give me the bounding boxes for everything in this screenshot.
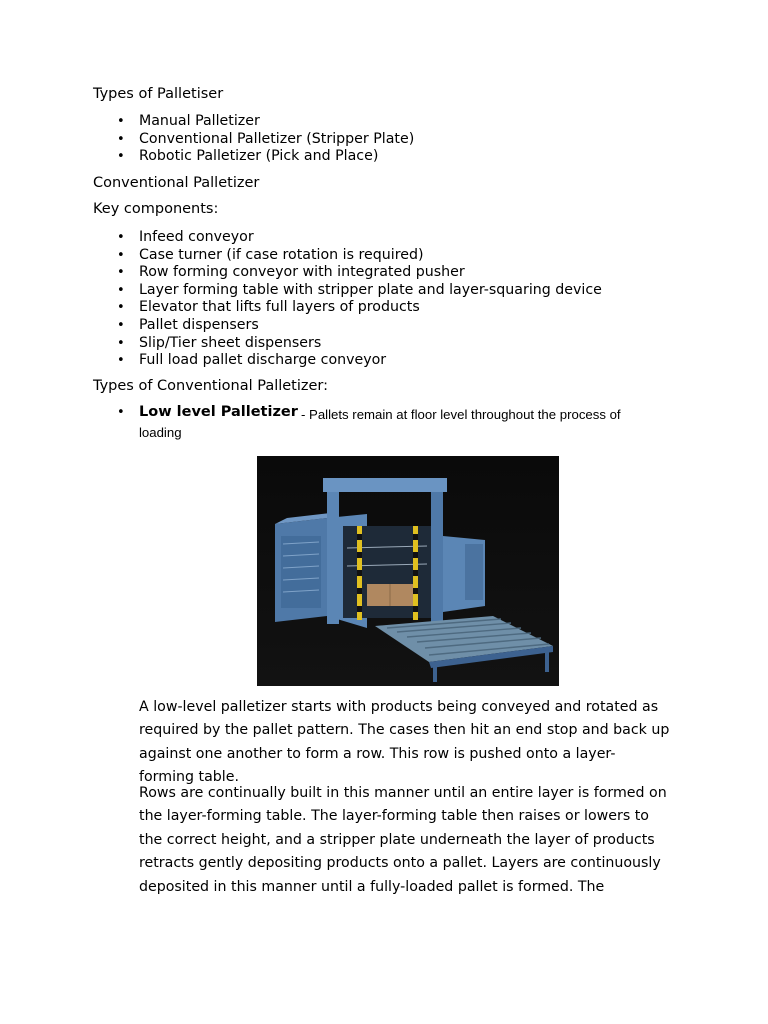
component-item-text: Case turner (if case rotation is required): [139, 246, 424, 263]
paragraph-line: Rows are continually built in this manner until an entire layer is formed on: [139, 785, 667, 801]
palletizer-machine-illustration: [257, 456, 559, 686]
bullet: •: [117, 114, 125, 129]
component-item-text: Elevator that lifts full layers of products: [139, 299, 420, 316]
heading-types-of-conventional-palletizer: Types of Conventional Palletizer:: [93, 378, 329, 394]
component-item-text: Pallet dispensers: [139, 316, 259, 333]
palletiser-type-item-text: Robotic Palletizer (Pick and Place): [139, 148, 379, 165]
paragraph-line: the layer-forming table. The layer-forming table then raises or lowers to: [139, 808, 649, 825]
component-item: [117, 229, 602, 247]
component-item: [117, 247, 602, 265]
component-item: [117, 352, 602, 370]
low-level-palletizer-photo: [257, 456, 559, 686]
palletiser-types-list: [117, 113, 414, 166]
bullet: •: [117, 317, 125, 333]
paragraph-line: A low-level palletizer starts with products being conveyed and rotated as: [139, 699, 659, 715]
low-level-term: Low level Palletizer: [139, 404, 298, 420]
paragraph-low-level-process: [139, 782, 667, 899]
bullet: •: [117, 265, 125, 281]
heading-conventional-palletizer: Conventional Palletizer: [93, 175, 260, 191]
component-item-text: Layer forming table with stripper plate and layer-squaring device: [139, 281, 602, 298]
paragraph-line: the correct height, and a stripper plate underneath the layer of products: [139, 831, 655, 848]
palletiser-type-item-text: Conventional Palletizer (Stripper Plate): [139, 130, 415, 147]
bullet: •: [117, 247, 125, 263]
bullet: •: [117, 353, 125, 369]
key-components-list: [117, 229, 602, 370]
bullet: •: [117, 300, 125, 316]
bullet: •: [117, 282, 125, 298]
bullet: •: [117, 131, 125, 147]
palletiser-type-item: [117, 113, 414, 131]
bullet: •: [117, 149, 125, 165]
paragraph-line: retracts gently depositing products onto a pallet. Layers are continuously: [139, 855, 661, 872]
bullet: •: [117, 335, 125, 351]
low-level-description-line-1: - Pallets remain at floor level throughout the process of: [301, 407, 621, 422]
component-item-text: Slip/Tier sheet dispensers: [139, 334, 322, 351]
component-item-text: Infeed conveyor: [139, 229, 254, 245]
palletiser-type-item-text: Manual Palletizer: [139, 113, 260, 129]
component-item: [117, 317, 602, 335]
component-item: [117, 282, 602, 300]
paragraph-line: forming table.: [139, 769, 239, 786]
paragraph-line: required by the pallet pattern. The cases then hit an end stop and back up: [139, 722, 670, 739]
palletiser-type-item: [117, 131, 414, 149]
component-item: [117, 264, 602, 282]
bullet: •: [117, 405, 125, 420]
paragraph-line: deposited in this manner until a fully-loaded pallet is formed. The: [139, 878, 605, 895]
component-item-text: Full load pallet discharge conveyor: [139, 352, 387, 369]
paragraph-line: against one another to form a row. This row is pushed onto a layer-: [139, 745, 616, 762]
bullet: •: [117, 230, 125, 245]
paragraph-low-level-intro: [139, 696, 669, 790]
heading-key-components: Key components:: [93, 201, 219, 217]
palletiser-type-item: [117, 148, 414, 166]
component-item: [117, 335, 602, 353]
heading-types-of-palletiser: Types of Palletiser: [93, 86, 224, 102]
component-item: [117, 299, 602, 317]
low-level-description-line-2: loading: [139, 425, 182, 440]
component-item-text: Row forming conveyor with integrated pusher: [139, 264, 465, 281]
